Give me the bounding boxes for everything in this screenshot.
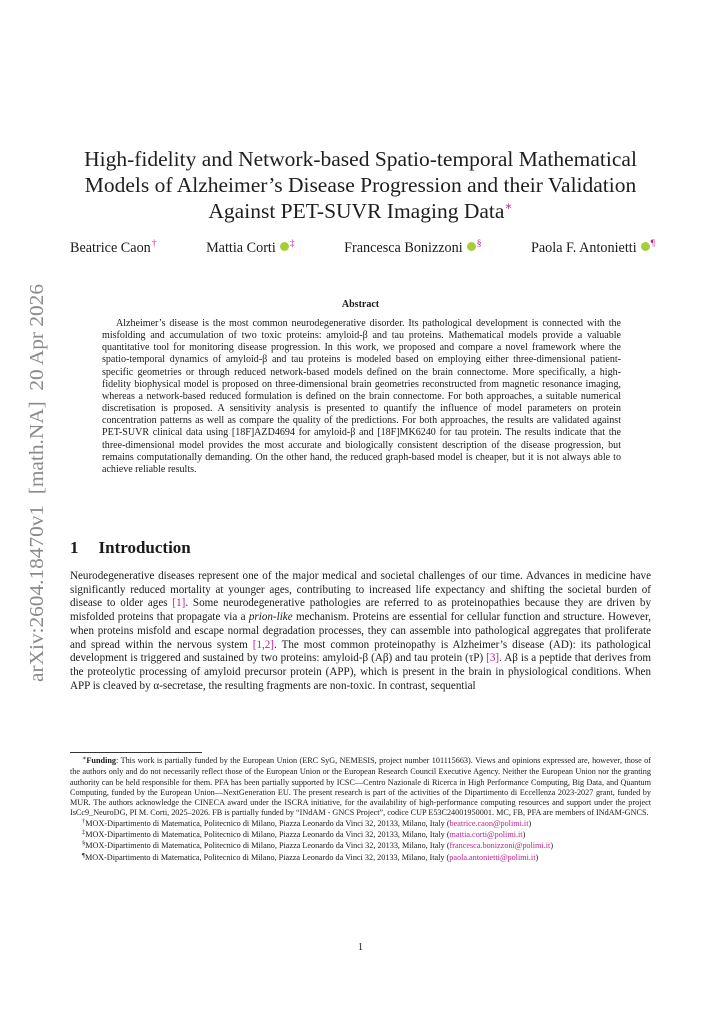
citation-link[interactable]: [1,2]: [252, 638, 275, 651]
affiliation-text: MOX-Dipartimento di Matematica, Politecnico di Milano, Piazza Leonardo da Vinci 32, 20133, Milano, Italy (: [84, 852, 450, 862]
title-line-3: [70, 198, 651, 224]
footnote-affiliation: [70, 853, 651, 864]
affiliation-close: ): [528, 818, 532, 828]
author-name: Mattia Corti: [206, 240, 276, 256]
email-link[interactable]: francesca.bonizzoni@polimi.it: [449, 841, 551, 851]
intro-text: Neurodegenerative diseases represent one of the major medical and societal challenges of our time. Advances in medicine have significantly reduced mortality at younger ages, contributing to increased life expectancy and shifting the societal burden of disease to older ages: [70, 570, 651, 610]
footnote-mark: §: [82, 840, 86, 848]
footnote-mark: ∗: [82, 755, 87, 762]
author-name: Beatrice Caon: [70, 240, 151, 256]
intro-text: . Some neurodegenerative pathologies are referred to as proteinopathies because they are driven by misfolded proteins that propagate via a: [70, 597, 651, 624]
footnote-divider: [70, 752, 202, 753]
orcid-icon[interactable]: [641, 242, 650, 251]
footnote-funding-label: Funding: [86, 756, 117, 765]
arxiv-stamp: [18, 282, 52, 682]
author-footnote-mark[interactable]: †: [151, 239, 157, 249]
email-link[interactable]: mattia.corti@polimi.it: [449, 830, 523, 840]
affiliation-text: MOX-Dipartimento di Matematica, Politecnico di Milano, Piazza Leonardo da Vinci 32, 20133, Milano, Italy (: [85, 841, 450, 851]
intro-text: mechanism. Proteins are essential for cellular function and structure. However, when proteins misfold and escape normal degradation processes, they can assemble into pathological aggregates that proliferate and spread within the nervous system: [70, 611, 651, 651]
abstract-heading: Abstract: [341, 299, 380, 310]
footnote-mark: ‡: [82, 829, 86, 837]
email-link[interactable]: beatrice.caon@polimi.it: [449, 818, 529, 828]
author-footnote-mark[interactable]: ¶: [650, 239, 655, 249]
title-footnote-mark[interactable]: ∗: [504, 198, 513, 213]
footnote-funding: [70, 756, 651, 819]
footnote-funding-text: : This work is partially funded by the European Union (ERC SyG, NEMESIS, project number 101115663). Views and opinions expressed are, however, those of the authors only and do not necessarily reflect those of the European Union or the European Research Council Executive Agency. Neither the European Union nor the granting authority can be held responsible for them. PFA has been partially supported by ICSC—Centro Nazionale di Ricerca in High Performance Computing, Big Data, and Quantum Computing, funded by the European Union—NextGeneration EU. The present research is part of the activities of the Dipartimento di Eccellenza 2023-2027 grant, funded by MUR. The authors acknowledge the CINECA award under the ISCRA initiative, for the availability of high-performance computing resources and support under the project IsCc9_NeuroDG, PI M. Corti, 2025–2026. FB is partially funded by “INdAM - GNCS Project”, codice CUP E53C24001950001. MC, FB, PFA are members of INdAM-GNCS.: [70, 756, 651, 818]
intro-text: . Aβ is a peptide that derives from the proteolytic processing of amyloid precursor protein (APP), which is present in the brain in physiological conditions. When APP is cleaved by α-secretase, the resulting fragments are non-toxic. In contrast, sequential: [70, 652, 651, 692]
paper-title: [70, 146, 651, 224]
citation-link[interactable]: [1]: [172, 597, 186, 610]
author-name: Francesca Bonizzoni: [344, 240, 463, 256]
author-bonizzoni: [344, 240, 481, 257]
author-list: [70, 240, 655, 257]
footnotes: [70, 756, 651, 864]
footnote-affiliation: [70, 841, 651, 852]
intro-emphasis: prion-like: [248, 611, 293, 624]
section-number: 1: [70, 538, 79, 557]
author-footnote-mark[interactable]: §: [476, 239, 482, 249]
footnote-mark: ¶: [82, 851, 85, 859]
arxiv-identifier: arXiv:2604.18470v1 [math.NA] 20 Apr 2026: [26, 299, 48, 682]
author-corti: [206, 240, 295, 257]
abstract-text: Alzheimer’s disease is the most common neurodegenerative disorder. Its pathological development is connected with the misfolding and accumulation of two toxic proteins: amyloid-β and tau proteins. Mathematical models provide a valuable quantitative tool for monitoring disease progression. In this work, we proposed and compare a novel framework where the spatio-temporal dynamics of amyloid-β and tau proteins is modeled based on employing either three-dimensional patient-specific geometries or through reduced network-based models defined on the brain connectome. More specifically, a high-fidelity biophysical model is proposed on three-dimensional brain geometries reconstructed from magnetic resonance imaging, whereas a network-based reduced formulation is defined on the brain connectome. For both approaches, a suitable numerical discretisation is proposed. A sensitivity analysis is presented to quantify the influence of model parameters on protein concentration patterns as well as compare the quality of the predictions. For both approaches, the results are validated against PET-SUVR clinical data using [18F]AZD4694 for amyloid-β and [18F]MK6240 for tau protein. The results indicate that the three-dimensional model provides the most accurate and biologically consistent description of the disease progression, but remains computationally demanding. On the other hand, the reduced graph-based model is cheaper, but it is not always able to achieve reliable results.: [102, 318, 621, 475]
affiliation-close: ): [550, 841, 554, 851]
section-heading-introduction: [70, 538, 191, 558]
footnote-affiliation: [70, 830, 651, 841]
affiliation-close: ): [522, 830, 526, 840]
title-line-2: Models of Alzheimer’s Disease Progression and their Validation: [84, 173, 637, 197]
author-footnote-mark[interactable]: ‡: [289, 239, 295, 249]
footnote-mark: †: [82, 817, 86, 825]
email-link[interactable]: paola.antonietti@polimi.it: [449, 852, 536, 862]
author-name: Paola F. Antonietti: [530, 240, 637, 256]
page-number: 1: [357, 942, 364, 953]
title-line-3-text: Against PET-SUVR Imaging Data: [208, 199, 505, 223]
affiliation-text: MOX-Dipartimento di Matematica, Politecnico di Milano, Piazza Leonardo da Vinci 32, 20133, Milano, Italy (: [85, 830, 450, 840]
citation-link[interactable]: [3]: [486, 652, 500, 665]
orcid-icon[interactable]: [280, 242, 289, 251]
introduction-paragraph: [70, 570, 651, 693]
title-line-1: High-fidelity and Network-based Spatio-temporal Mathematical: [84, 147, 637, 171]
footnote-affiliation: [70, 819, 651, 830]
affiliation-close: ): [535, 852, 539, 862]
orcid-icon[interactable]: [467, 242, 476, 251]
author-caon: [70, 240, 157, 257]
section-title: Introduction: [98, 538, 191, 557]
author-antonietti: [531, 240, 655, 257]
intro-text: . The most common proteinopathy is Alzheimer’s disease (AD): its pathological development is triggered and sustained by two proteins: amyloid-β (Aβ) and tau protein (τP): [70, 638, 651, 665]
affiliation-text: MOX-Dipartimento di Matematica, Politecnico di Milano, Piazza Leonardo da Vinci 32, 20133, Milano, Italy (: [85, 818, 450, 828]
